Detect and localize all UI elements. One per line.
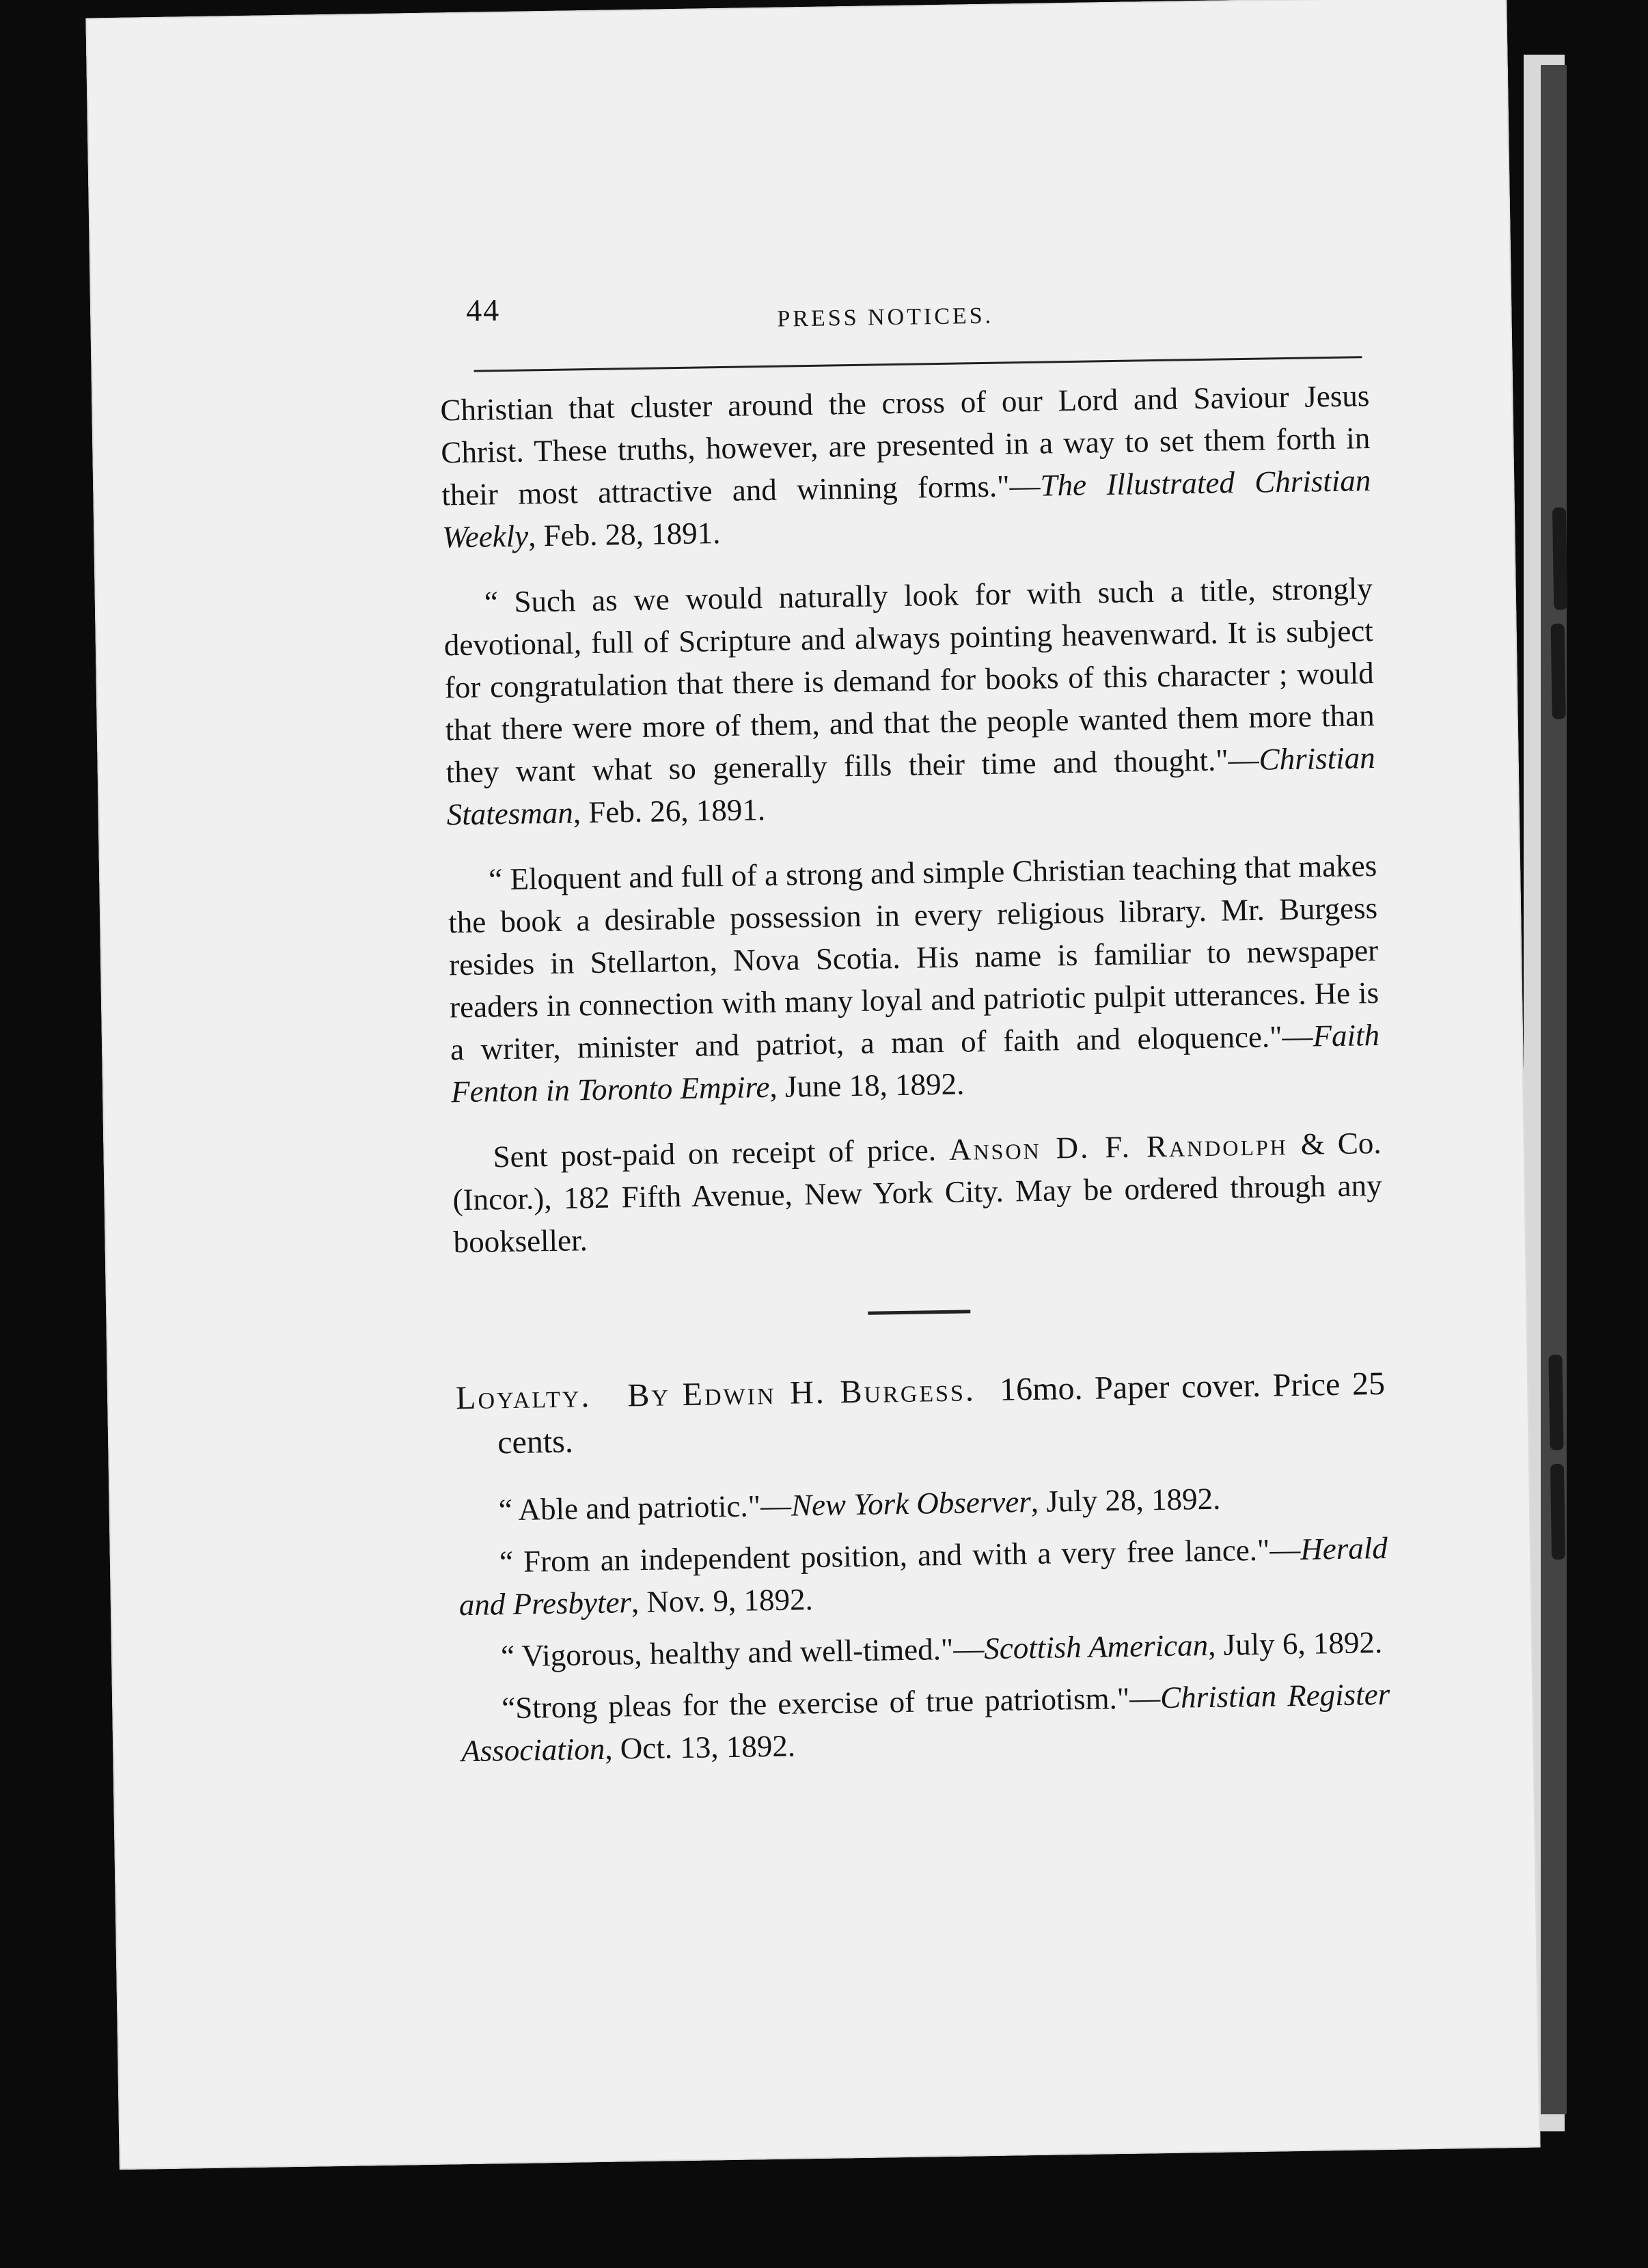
order-rest: & Co. (Incor.), 182 Fifth Avenue, New York City. May be ordered through any bookseller. xyxy=(452,1125,1382,1260)
notice-source: Faith Fenton in Toronto Empire xyxy=(450,1017,1380,1109)
notice-quote: “ Such as we would naturally look for with such a title, strongly devotional, full of Scripture and always pointing heavenward. It is subject for congratulation that there is demand for books of this character ; would that there were more of them, and that the people wanted them more than they want what so generally fills their time and thought."— xyxy=(443,571,1375,790)
book-title: Loyalty. xyxy=(455,1378,592,1417)
notice-source: Christian Register Association xyxy=(461,1676,1390,1769)
order-text xyxy=(452,1122,1383,1263)
notice-date: , Nov. 9, 1892. xyxy=(631,1582,814,1620)
notice-source: Scottish American xyxy=(983,1628,1209,1666)
loyalty-notice xyxy=(458,1527,1388,1626)
loyalty-notice xyxy=(460,1621,1390,1678)
order-lead: Sent post-paid on receipt of price. xyxy=(493,1132,950,1174)
notice-source: The Illustrated Christian Weekly xyxy=(441,463,1371,555)
notice-text xyxy=(440,374,1372,558)
notice-quote: “ From an independent position, and with a very free lance."— xyxy=(499,1532,1301,1579)
publisher-name: Anson D. F. Randolph xyxy=(948,1127,1289,1167)
notice-source: Herald and Presbyter xyxy=(458,1530,1388,1622)
binding-clip xyxy=(1551,624,1566,719)
book-binding xyxy=(1541,65,1567,2114)
notice-quote: Christian that cluster around the cross of our Lord and Saviour Jesus Christ. These truths, however, are presented in a way to set them forth in their most attractive and winning forms."— xyxy=(440,378,1371,512)
book-entry xyxy=(456,1361,1386,1466)
book-author: Edwin H. Burgess. xyxy=(682,1372,976,1413)
book-details: 16mo. Paper cover. Price 25 cents. xyxy=(497,1365,1386,1461)
header-rule xyxy=(474,356,1362,372)
book-page xyxy=(85,0,1540,2170)
book-by: By xyxy=(627,1377,671,1414)
running-title: PRESS NOTICES. xyxy=(777,303,994,332)
order-info xyxy=(452,1122,1383,1263)
notice-quote: “Strong pleas for the exercise of true patriotism."— xyxy=(501,1681,1161,1726)
notice-source: New York Observer xyxy=(791,1484,1032,1523)
notice-date: , June 18, 1892. xyxy=(769,1066,965,1104)
press-notice xyxy=(443,567,1376,835)
notice-date: , Feb. 28, 1891. xyxy=(527,516,721,553)
notice-text xyxy=(443,567,1376,835)
page-number: 44 xyxy=(465,292,501,328)
section-divider xyxy=(868,1310,970,1314)
binding-clip xyxy=(1552,508,1567,610)
press-notice xyxy=(440,374,1372,558)
notice-quote: “ Eloquent and full of a strong and simple Christian teaching that makes the book a desirable possession in every religious library. Mr. Burgess resides in Stellarton, Nova Scotia. His name is familiar to newspaper readers in connection with many loyal and patriotic pulpit utterances. He is a writer, minister and patriot, a man of faith and eloquence."— xyxy=(448,848,1379,1067)
notice-date: , July 28, 1892. xyxy=(1030,1481,1221,1519)
notice-source: Christian Statesman xyxy=(446,741,1376,832)
notice-quote: “ Vigorous, healthy and well-timed."— xyxy=(500,1631,985,1674)
notice-quote: “ Able and patriotic."— xyxy=(498,1488,792,1527)
book-listing xyxy=(456,1361,1386,1466)
page-header xyxy=(439,278,1369,347)
notice-date: , Oct. 13, 1892. xyxy=(604,1728,796,1766)
loyalty-notice xyxy=(457,1475,1387,1532)
page-content xyxy=(439,278,1391,1772)
notice-text xyxy=(448,844,1381,1113)
binding-clip xyxy=(1550,1464,1565,1560)
notice-date: , July 6, 1892. xyxy=(1207,1625,1383,1663)
press-notice xyxy=(448,844,1381,1113)
notice-date: , Feb. 26, 1891. xyxy=(573,792,766,830)
loyalty-notice xyxy=(461,1673,1391,1772)
binding-clip xyxy=(1548,1355,1563,1450)
